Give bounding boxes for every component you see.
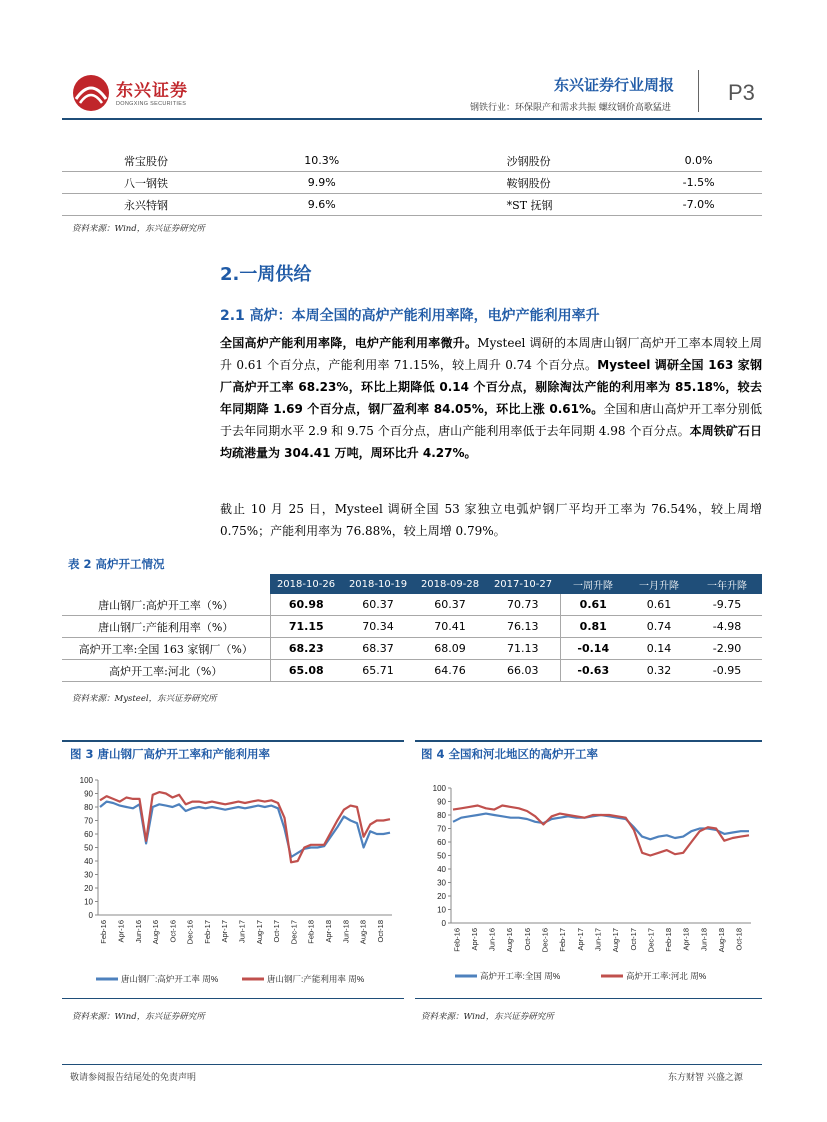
table2-cell: 65.71 (342, 660, 414, 682)
x-tick-label: Feb-17 (558, 928, 568, 952)
table2-row-label: 高炉开工率:河北（%） (62, 660, 270, 682)
x-tick-label: Aug-18 (358, 920, 368, 945)
x-tick-label: Apr-16 (116, 920, 126, 943)
table2-cell: 68.09 (414, 638, 486, 660)
table2-cell: -0.95 (692, 660, 762, 682)
x-tick-label: Aug-17 (611, 928, 621, 953)
stock-row (62, 150, 762, 172)
paragraph-bold-1: 全国高炉产能利用率降，电炉产能利用率微升。 (220, 336, 478, 350)
table2-row-label: 唐山钢厂:高炉开工率（%） (62, 594, 270, 616)
y-tick-label: 0 (441, 919, 446, 928)
chart3-rule (62, 740, 404, 742)
y-tick-label: 90 (84, 789, 93, 799)
table2-cell: 60.37 (414, 594, 486, 616)
chart4-rule (415, 740, 762, 742)
y-tick-label: 100 (432, 784, 446, 793)
x-tick-label: Feb-16 (452, 928, 462, 952)
x-tick-label: Jun-16 (487, 928, 497, 951)
y-tick-label: 50 (437, 851, 446, 861)
table2-row (62, 594, 762, 616)
table2-header-cell: 2018-10-19 (342, 574, 414, 594)
paragraph-bold-3: 本周铁矿石日均疏港量为 304.41 万吨，周环比升 4.27%。 (220, 424, 762, 460)
x-tick-label: Feb-18 (664, 928, 674, 952)
stock-change: -7.0% (635, 194, 762, 216)
chart3-bottom-rule (62, 998, 404, 999)
paragraph-bold-2: Mysteel 调研全国 163 家钢厂高炉开工率 68.23%，环比上期降低 0.14 个百分点，剔除淘汰产能的利用率为 85.18%，较去年同期降 1.69 个百分点，钢厂盈利率 84.05%，环比上涨 0.61%。 (220, 358, 762, 416)
table2-header-cell: 2018-09-28 (414, 574, 486, 594)
series-line-1 (100, 792, 390, 862)
chart4 (415, 762, 762, 997)
x-tick-label: Apr-18 (681, 928, 691, 951)
y-tick-label: 30 (437, 878, 446, 888)
section-subtitle: 2.1 高炉：本周全国的高炉产能利用率降，电炉产能利用率升 (220, 308, 600, 324)
section-title: 2.一周供给 (220, 264, 312, 285)
x-tick-label: Dec-16 (540, 928, 550, 953)
table2-header-cell (62, 574, 270, 594)
y-tick-label: 60 (437, 838, 446, 847)
y-tick-label: 10 (437, 905, 446, 915)
x-tick-label: Feb-17 (202, 920, 212, 944)
table2-cell: 65.08 (270, 660, 342, 682)
table2-cell: -4.98 (692, 616, 762, 638)
header-rule (62, 118, 762, 120)
stock-row (62, 172, 762, 194)
y-tick-label: 80 (437, 811, 446, 820)
y-tick-label: 20 (84, 884, 93, 893)
supply-paragraph (220, 332, 762, 464)
table2-cell: -0.63 (560, 660, 626, 682)
x-tick-label: Oct-17 (628, 928, 638, 951)
chart4-source: 资料来源：Wind，东兴证券研究所 (421, 1012, 554, 1022)
table2-cell: 66.03 (486, 660, 560, 682)
stock-change: -1.5% (635, 172, 762, 194)
table2-cell: 70.73 (486, 594, 560, 616)
series-line-1 (453, 806, 749, 856)
page-number: P3 (728, 80, 755, 105)
table2-cell: 0.81 (560, 616, 626, 638)
company-logo-icon (70, 73, 112, 113)
y-tick-label: 0 (88, 911, 93, 920)
table2-row (62, 616, 762, 638)
x-tick-label: Feb-16 (99, 920, 109, 944)
stock-name: 鞍钢股份 (379, 172, 636, 194)
x-tick-label: Apr-17 (220, 920, 230, 943)
x-tick-label: Dec-17 (289, 920, 299, 945)
table2-cell: 68.23 (270, 638, 342, 660)
table2-caption: 表 2 高炉开工情况 (68, 557, 165, 571)
source-note: 资料来源：Wind，东兴证券研究所 (72, 224, 205, 234)
x-tick-label: Aug-18 (717, 928, 726, 953)
footer-rule (62, 1064, 762, 1065)
table2-cell: 0.32 (626, 660, 692, 682)
y-tick-label: 50 (84, 843, 93, 853)
logo-text: 东兴证券 (116, 81, 188, 101)
y-tick-label: 70 (84, 816, 93, 826)
x-tick-label: Jun-17 (593, 928, 603, 951)
table2-cell: 76.13 (486, 616, 560, 638)
x-tick-label: Jun-17 (237, 920, 247, 943)
legend-label: 唐山钢厂:产能利用率 周% (267, 974, 365, 984)
x-tick-label: Jun-16 (133, 920, 143, 943)
table2-row-label: 唐山钢厂:产能利用率（%） (62, 616, 270, 638)
x-tick-label: Oct-18 (375, 920, 385, 943)
chart3 (62, 762, 404, 997)
table2-cell: 0.14 (626, 638, 692, 660)
chart4-bottom-rule (415, 998, 762, 999)
table2-cell: 71.15 (270, 616, 342, 638)
blast-furnace-table (62, 574, 762, 682)
report-title: 东兴证券行业周报 (554, 76, 675, 94)
x-tick-label: Aug-16 (505, 928, 515, 953)
footer-disclaimer: 敬请参阅报告结尾处的免责声明 (70, 1073, 197, 1083)
table2-cell: 71.13 (486, 638, 560, 660)
table2-cell: 64.76 (414, 660, 486, 682)
table2-cell: 0.61 (626, 594, 692, 616)
chart3-title: 图 3 唐山钢厂高炉开工率和产能利用率 (70, 747, 271, 761)
x-tick-label: Aug-17 (254, 920, 264, 945)
x-tick-label: Jun-18 (341, 920, 351, 943)
y-tick-label: 60 (84, 830, 93, 839)
chart3-source: 资料来源：Wind，东兴证券研究所 (72, 1012, 205, 1022)
stock-name: 八一钢铁 (62, 172, 265, 194)
x-tick-label: Jun-18 (699, 928, 709, 951)
x-tick-label: Oct-16 (522, 928, 532, 951)
stock-change: 10.3% (265, 150, 379, 172)
y-tick-label: 40 (84, 857, 93, 866)
stock-name: 永兴特钢 (62, 194, 265, 216)
stock-change-table (62, 150, 762, 216)
table2-header-cell: 一年升降 (692, 574, 762, 594)
table2-header-cell: 一周升降 (560, 574, 626, 594)
footer-slogan: 东方财智 兴盛之源 (668, 1073, 743, 1083)
table2-cell: 60.98 (270, 594, 342, 616)
table2-header-cell: 2018-10-26 (270, 574, 342, 594)
x-tick-label: Dec-16 (185, 920, 195, 945)
table2-cell: -2.90 (692, 638, 762, 660)
x-tick-label: Oct-18 (734, 928, 744, 951)
y-tick-label: 100 (79, 776, 93, 785)
y-tick-label: 20 (437, 892, 446, 901)
x-tick-label: Apr-16 (469, 928, 479, 951)
stock-name: 沙钢股份 (379, 150, 636, 172)
table2-row-label: 高炉开工率:全国 163 家钢厂（%） (62, 638, 270, 660)
table2-row (62, 638, 762, 660)
x-tick-label: Apr-18 (324, 920, 334, 943)
header (0, 0, 827, 120)
table2-row (62, 660, 762, 682)
logo-subtext: DONGXING SECURITIES (116, 101, 187, 107)
legend-label: 高炉开工率:全国 周% (480, 971, 561, 981)
table2-cell: 68.37 (342, 638, 414, 660)
x-tick-label: Oct-17 (272, 920, 282, 943)
y-tick-label: 40 (437, 865, 446, 874)
stock-change: 0.0% (635, 150, 762, 172)
header-divider (698, 70, 699, 112)
stock-name: *ST 抚钢 (379, 194, 636, 216)
paragraph-text-1: Mysteel 调研的本周唐山钢厂高炉开工率本周较上周升 0.61 个百分点，产能利用率 71.15%，较上周升 0.74 个百分点。 (220, 336, 762, 372)
x-tick-label: Aug-16 (151, 920, 161, 945)
stock-change: 9.6% (265, 194, 379, 216)
paragraph-text-2: 全国和唐山高炉开工率分别低于去年同期水平 2.9 和 9.75 个百分点，唐山产能利用率低于去年同期 4.98 个百分点。 (220, 402, 762, 438)
y-tick-label: 90 (437, 797, 446, 807)
table2-cell: 0.74 (626, 616, 692, 638)
x-tick-label: Dec-17 (646, 928, 656, 953)
table2-cell: -0.14 (560, 638, 626, 660)
report-subtitle: 钢铁行业：环保限产和需求共振 螺纹钢价高歌猛进 (470, 103, 671, 113)
y-tick-label: 10 (84, 897, 93, 907)
table2-cell: -9.75 (692, 594, 762, 616)
y-tick-label: 80 (84, 803, 93, 812)
stock-change: 9.9% (265, 172, 379, 194)
table2-cell: 70.41 (414, 616, 486, 638)
legend-label: 高炉开工率:河北 周% (626, 971, 707, 981)
table2-header-cell: 一月升降 (626, 574, 692, 594)
x-tick-label: Feb-18 (306, 920, 316, 944)
legend-label: 唐山钢厂:高炉开工率 周% (121, 974, 219, 984)
y-tick-label: 30 (84, 870, 93, 880)
chart4-title: 图 4 全国和河北地区的高炉开工率 (421, 747, 599, 761)
stock-row (62, 194, 762, 216)
x-tick-label: Apr-17 (575, 928, 585, 951)
table2-cell: 60.37 (342, 594, 414, 616)
y-tick-label: 70 (437, 824, 446, 834)
table2-source: 资料来源：Mysteel，东兴证券研究所 (72, 694, 217, 704)
series-line-0 (453, 814, 749, 840)
table2-cell: 70.34 (342, 616, 414, 638)
eaf-paragraph: 截止 10 月 25 日，Mysteel 调研全国 53 家独立电弧炉钢厂平均开工率为 76.54%，较上周增 0.75%；产能利用率为 76.88%，较上周增 0.79%。 (220, 502, 762, 538)
table2-cell: 0.61 (560, 594, 626, 616)
stock-name: 常宝股份 (62, 150, 265, 172)
table2-header-cell: 2017-10-27 (486, 574, 560, 594)
x-tick-label: Oct-16 (168, 920, 178, 943)
